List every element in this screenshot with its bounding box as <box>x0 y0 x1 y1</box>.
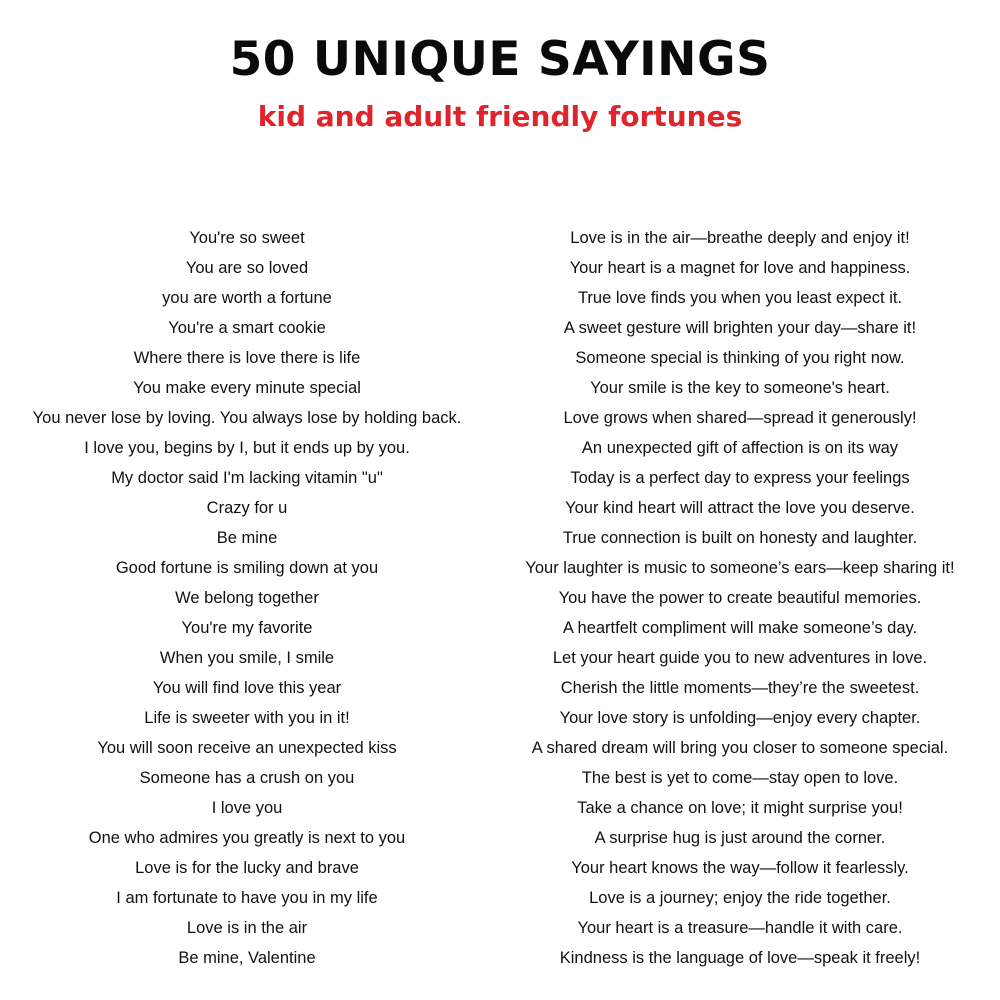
saying-item: Life is sweeter with you in it! <box>144 709 350 727</box>
saying-item: Let your heart guide you to new adventures in love. <box>552 649 928 667</box>
saying-item: You never lose by loving. You always lose by holding back. <box>32 409 462 427</box>
saying-item: Your heart is a treasure—handle it with care. <box>577 919 903 937</box>
saying-item: Take a chance on love; it might surprise you! <box>577 799 903 817</box>
saying-item: A surprise hug is just around the corner. <box>594 829 886 847</box>
sayings-column-left <box>5 223 489 973</box>
saying-item: True love finds you when you least expect it. <box>577 289 903 307</box>
saying-item: True connection is built on honesty and laughter. <box>562 529 918 547</box>
saying-item: You will soon receive an unexpected kiss <box>97 739 397 757</box>
saying-item: I love you <box>211 799 283 817</box>
saying-item: Your smile is the key to someone's heart. <box>590 379 890 397</box>
saying-item: I love you, begins by I, but it ends up by you. <box>84 439 410 457</box>
saying-item: You are so loved <box>185 259 309 277</box>
saying-item: A sweet gesture will brighten your day—share it! <box>563 319 917 337</box>
saying-item: We belong together <box>175 589 319 607</box>
saying-item: Kindness is the language of love—speak it freely! <box>559 949 921 967</box>
saying-item: Today is a perfect day to express your feelings <box>570 469 910 487</box>
saying-item: Love is for the lucky and brave <box>135 859 359 877</box>
saying-item: A shared dream will bring you closer to someone special. <box>531 739 949 757</box>
saying-item: When you smile, I smile <box>159 649 335 667</box>
saying-item: I am fortunate to have you in my life <box>116 889 378 907</box>
saying-item: You have the power to create beautiful memories. <box>558 589 922 607</box>
saying-item: Good fortune is smiling down at you <box>115 559 379 577</box>
saying-item: Your laughter is music to someone’s ears—keep sharing it! <box>525 559 955 577</box>
saying-item: You make every minute special <box>133 379 361 397</box>
saying-item: My doctor said I'm lacking vitamin "u" <box>111 469 383 487</box>
saying-item: Your heart knows the way—follow it fearlessly. <box>571 859 909 877</box>
page-title: 50 UNIQUE SAYINGS <box>229 32 771 87</box>
sayings-column-right <box>505 223 975 973</box>
saying-item: You will find love this year <box>152 679 342 697</box>
saying-item: You're my favorite <box>181 619 313 637</box>
saying-item: One who admires you greatly is next to you <box>88 829 406 847</box>
saying-item: Love is a journey; enjoy the ride together. <box>589 889 891 907</box>
saying-item: The best is yet to come—stay open to love. <box>581 769 899 787</box>
saying-item: Crazy for u <box>206 499 288 517</box>
saying-item: You're a smart cookie <box>168 319 326 337</box>
saying-item: Your love story is unfolding—enjoy every chapter. <box>559 709 921 727</box>
saying-item: Love is in the air <box>186 919 308 937</box>
saying-item: Your kind heart will attract the love you deserve. <box>565 499 915 517</box>
saying-item: Someone has a crush on you <box>139 769 355 787</box>
saying-item: Be mine <box>216 529 278 547</box>
saying-item: Where there is love there is life <box>133 349 361 367</box>
saying-item: Love grows when shared—spread it generously! <box>563 409 917 427</box>
page-subtitle: kid and adult friendly fortunes <box>257 100 743 133</box>
saying-item: You're so sweet <box>189 229 305 247</box>
saying-item: Cherish the little moments—they’re the sweetest. <box>560 679 920 697</box>
saying-item: you are worth a fortune <box>162 289 332 307</box>
saying-item: Be mine, Valentine <box>178 949 316 967</box>
saying-item: A heartfelt compliment will make someone’s day. <box>562 619 918 637</box>
saying-item: Love is in the air—breathe deeply and enjoy it! <box>570 229 910 247</box>
saying-item: An unexpected gift of affection is on its way <box>581 439 899 457</box>
saying-item: Someone special is thinking of you right now. <box>575 349 905 367</box>
saying-item: Your heart is a magnet for love and happiness. <box>569 259 911 277</box>
